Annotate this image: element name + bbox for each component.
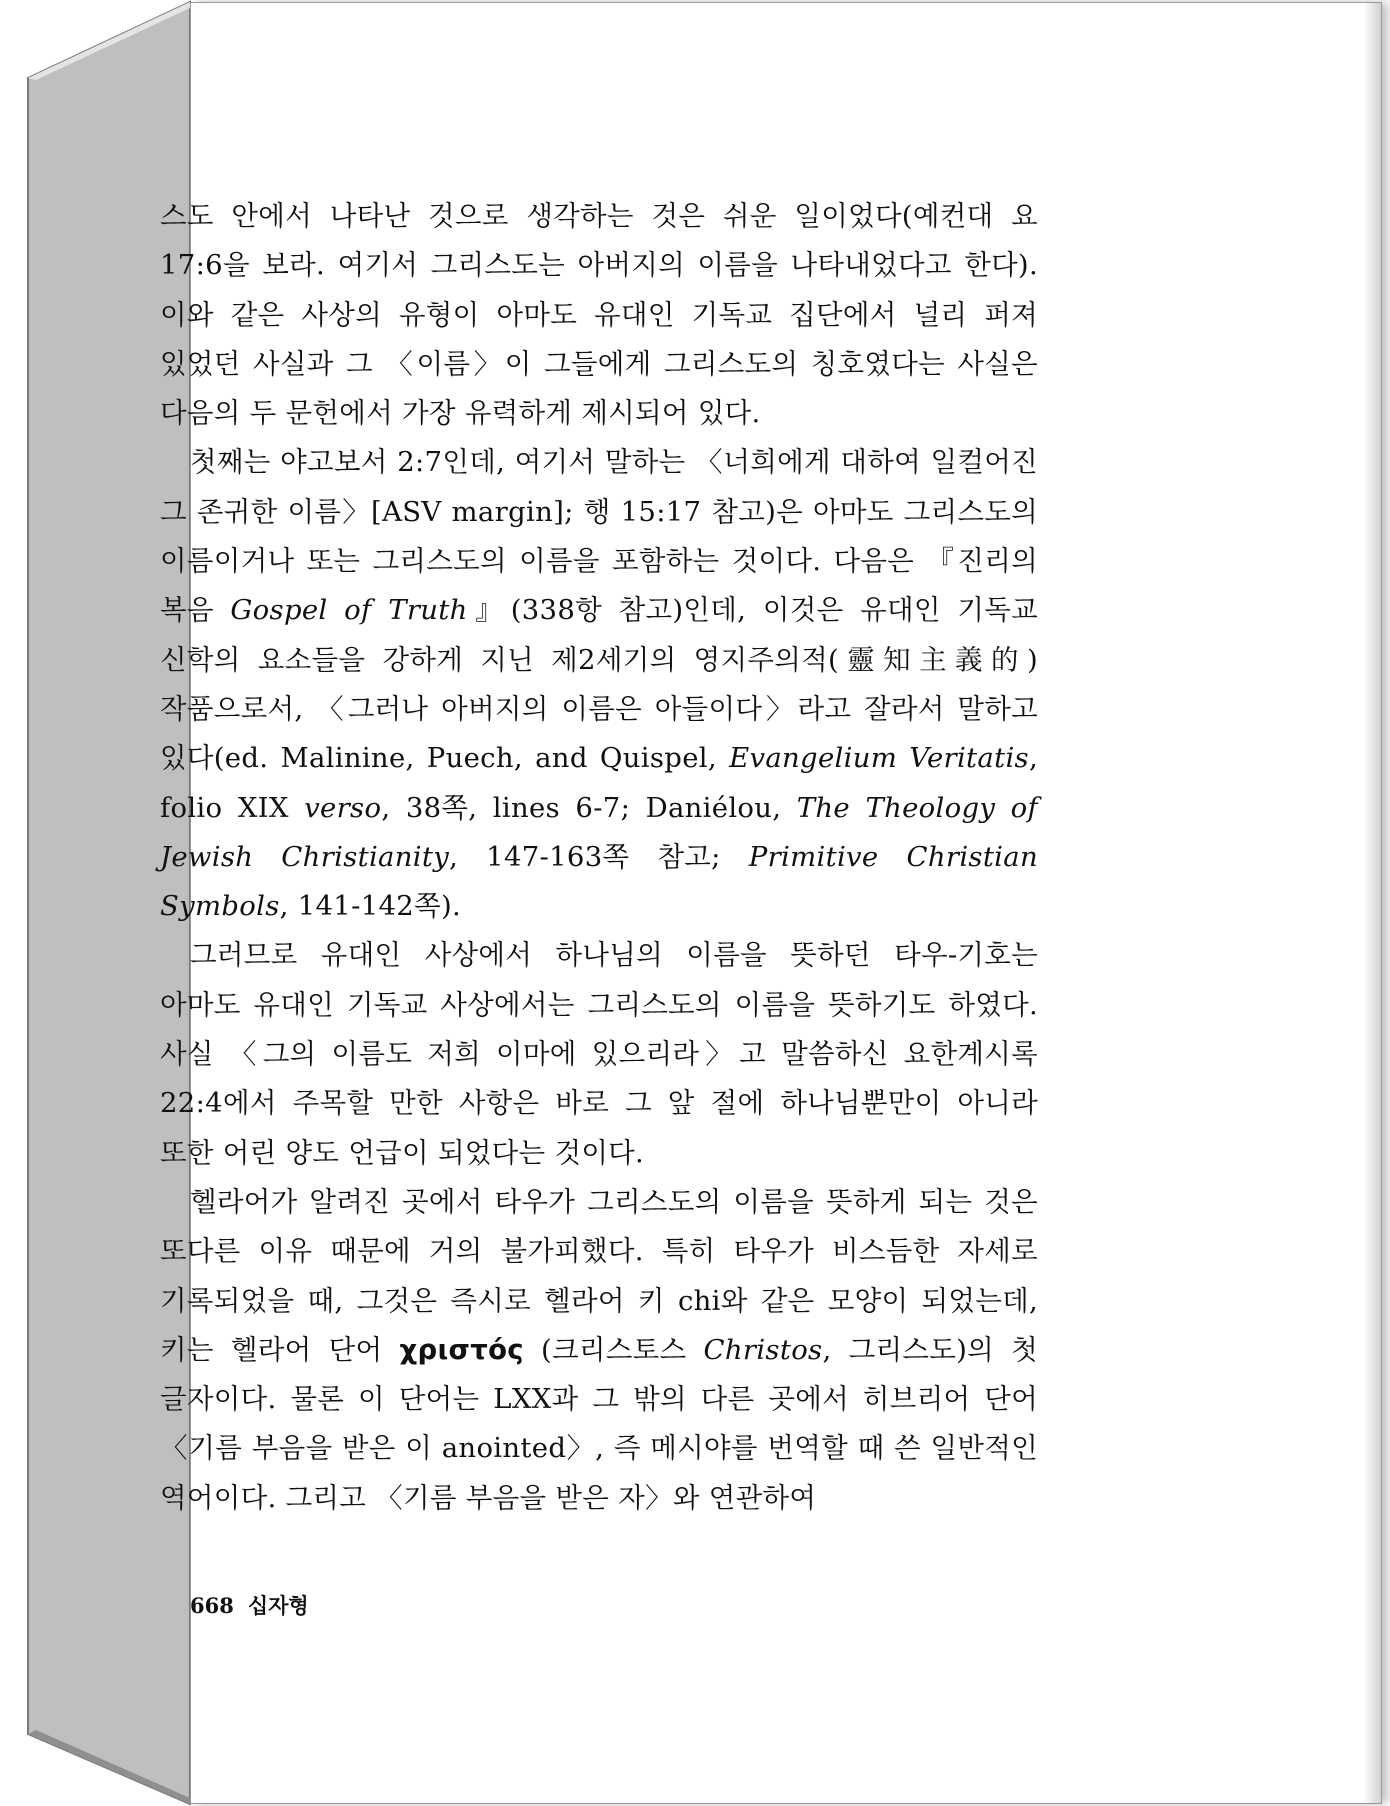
running-title: 십자형 xyxy=(247,1593,309,1618)
text-run: (크리스토스 xyxy=(523,1333,704,1366)
text-run: 헬라어가 알려진 곳에서 타우가 그리스도의 이름을 뜻하게 되는 것은 또다른 이유 때문에 거의 불가피했다. 특히 타우가 비스듬한 자세로 기록되었을 때, 그것은 즉시로 헬라어 키 chi와 같은 모양이 되었는데, 키는 헬라어 단어 xyxy=(160,1185,1038,1366)
italic-text: Gospel of Truth xyxy=(230,594,468,627)
text-run: 첫째는 야고보서 2:7인데, 여기서 말하는 〈너희에게 대하여 일컬어진 그 존귀한 이름〉[ASV margin]; 행 15:17 참고)은 아마도 그리스도의 이름이거나 또는 그리스도의 이름을 포함하는 것이다. 다음은 『진리의 복음 xyxy=(160,446,1038,627)
greek-text: χριστός xyxy=(399,1333,524,1366)
italic-text: verso xyxy=(304,791,382,824)
page-edge-shadow xyxy=(1363,3,1381,1803)
paragraph-1 xyxy=(160,192,1038,438)
page-number: 668 xyxy=(190,1593,234,1618)
text-run: , 147-163쪽 참고; xyxy=(449,840,749,873)
text-run: 』(338항 참고)인데, 이것은 유대인 기독교 신학의 요소들을 강하게 지닌 제2세기의 영지주의적(靈知主義的) 작품으로서, 〈그러나 아버지의 이름은 아들이다〉라고 잘라서 말하고 있다(ed. Malinine, Puech, and Quispel, xyxy=(160,594,1038,775)
paragraph-2 xyxy=(160,438,1038,931)
italic-text: Evangelium Veritatis xyxy=(729,742,1029,775)
italic-text: Christos xyxy=(703,1333,823,1366)
italic-text: Primitive Christian Symbols xyxy=(160,840,1038,923)
text-run: , 그리스도)의 첫 글자이다. 물론 이 단어는 LXX과 그 밖의 다른 곳에서 히브리어 단어 〈기름 부음을 받은 이 anointed〉, 즉 메시야를 번역할 때 쓴 일반적인 역어이다. 그리고 〈기름 부음을 받은 자〉와 연관하여 xyxy=(160,1333,1039,1514)
paragraph-3 xyxy=(160,931,1038,1177)
text-run: , 141-142쪽). xyxy=(279,890,462,923)
body-text xyxy=(160,192,1038,1523)
page-footer xyxy=(190,1590,309,1620)
italic-text: The Theology of Jewish Christianity xyxy=(160,791,1038,873)
text-run: , 38쪽, lines 6-7; Daniélou, xyxy=(381,791,797,824)
text-run: , folio XIX xyxy=(160,742,1039,824)
text-run: 그러므로 유대인 사상에서 하나님의 이름을 뜻하던 타우-기호는 아마도 유대인 기독교 사상에서는 그리스도의 이름을 뜻하기도 하였다. 사실 〈그의 이름도 저희 이마에 있으리라〉고 말씀하신 요한계시록 22:4에서 주목할 만한 사항은 바로 그 앞 절에 하나님뿐만이 아니라 또한 어린 양도 언급이 되었다는 것이다. xyxy=(160,939,1038,1169)
paragraph-4 xyxy=(160,1178,1038,1523)
text-run: 스도 안에서 나타난 것으로 생각하는 것은 쉬운 일이었다(예컨대 요 17:6을 보라. 여기서 그리스도는 아버지의 이름을 나타내었다고 한다). 이와 같은 사상의 유형이 아마도 유대인 기독교 집단에서 널리 퍼져 있었던 사실과 그 〈이름〉이 그들에게 그리스도의 칭호였다는 사실은 다음의 두 문헌에서 가장 유력하게 제시되어 있다. xyxy=(160,200,1038,430)
